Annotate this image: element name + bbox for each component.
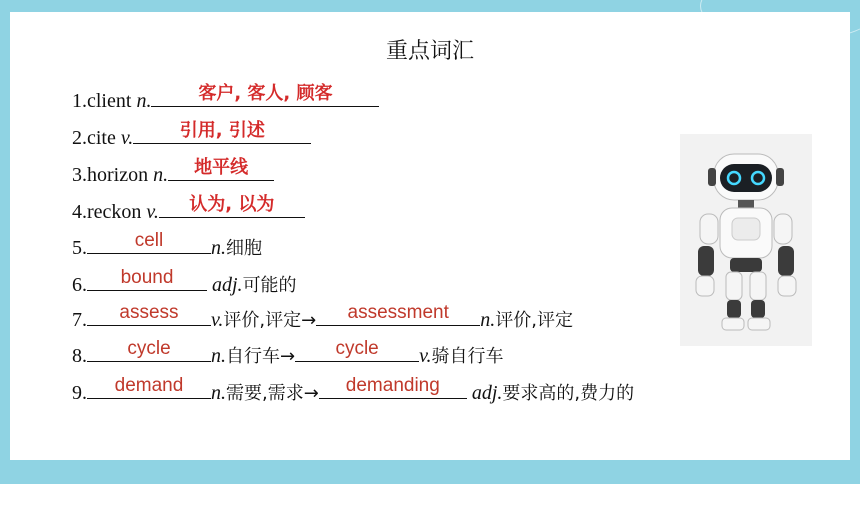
vocab-row: 9. demand n.需要,需求→ demanding adj.要求高的,费力的 [72, 375, 635, 404]
vocab-row: 4.reckon v. 认为, 以为 [72, 195, 305, 225]
answer-blank: 客户, 客人, 顾客 [151, 84, 379, 107]
robot-icon [680, 134, 812, 346]
vocab-row: 8. cycle n.自行车→ cycle v.骑自行车 [72, 338, 504, 367]
vocab-row: 7. assess v.评价,评定→ assessment n.评价,评定 [72, 302, 573, 331]
vocab-row: 1.client n. 客户, 客人, 顾客 [72, 84, 379, 114]
vocab-row: 3.horizon n. 地平线 [72, 158, 274, 188]
answer-blank: assessment [316, 303, 480, 326]
answer-blank: 引用, 引述 [133, 121, 311, 144]
answer-blank: demand [87, 376, 211, 399]
answer-blank: cell [87, 231, 211, 254]
answer-blank: assess [87, 303, 211, 326]
answer-blank: cycle [87, 339, 211, 362]
answer-blank: 地平线 [168, 158, 274, 181]
footer-band [0, 460, 860, 484]
answer-blank: cycle [295, 339, 419, 362]
slide-content [10, 12, 850, 460]
vocab-row: 2.cite v. 引用, 引述 [72, 121, 311, 151]
answer-blank: 认为, 以为 [159, 195, 305, 218]
answer-blank: bound [87, 268, 207, 291]
vocab-row: 5. cell n.细胞 [72, 230, 262, 259]
page-title: 重点词汇 [385, 39, 474, 64]
vocab-row: 6. bound adj.可能的 [72, 267, 297, 296]
answer-blank: demanding [319, 376, 467, 399]
